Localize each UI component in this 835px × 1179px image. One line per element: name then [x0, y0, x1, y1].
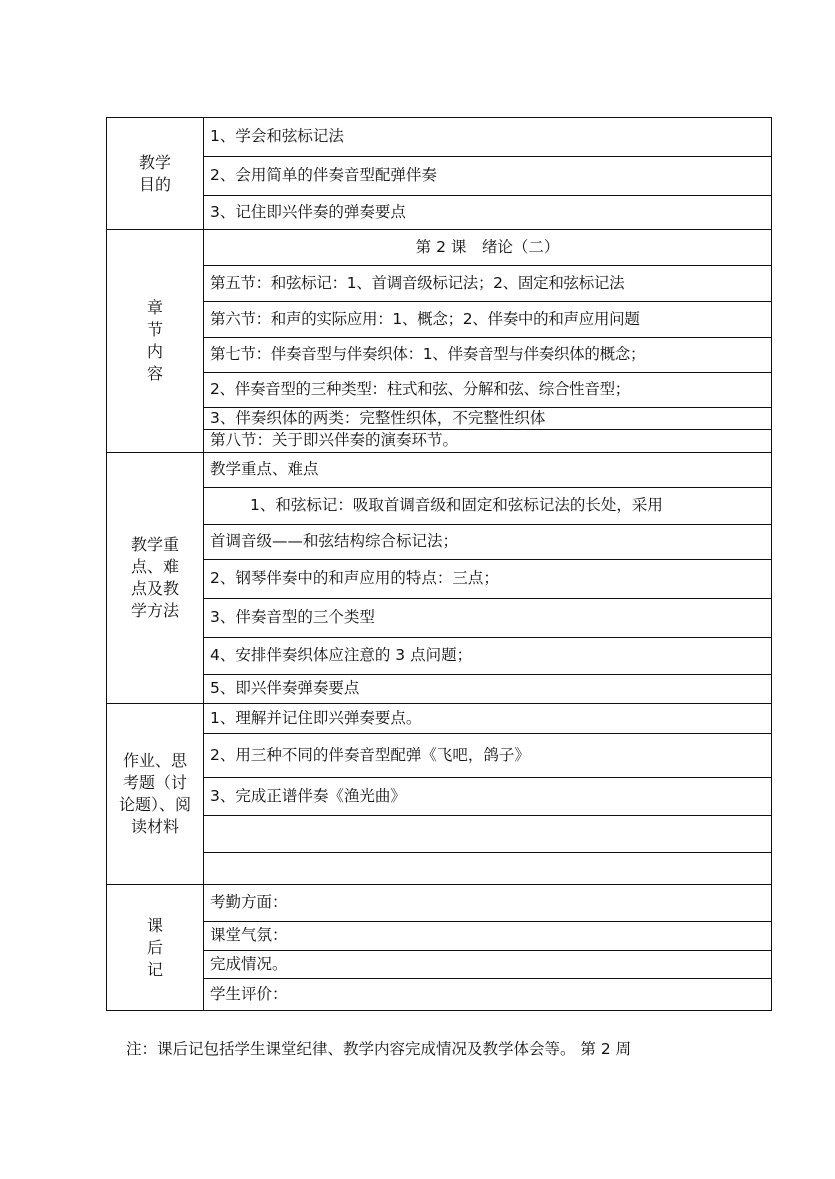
methods-row: [107, 453, 772, 488]
homework-row: [107, 853, 772, 885]
objectives-row: [107, 196, 772, 230]
content-item: 第八节：关于即兴伴奏的演奏环节。: [204, 430, 772, 453]
homework-item: [204, 853, 772, 885]
content-label: 章 节 内 容: [107, 230, 204, 453]
afterword-row: [107, 951, 772, 979]
afterword-item: 课堂气氛：: [204, 922, 772, 951]
content-item: 第七节：伴奏音型与伴奏织体：1、伴奏音型与伴奏织体的概念；: [204, 338, 772, 373]
content-row: [107, 408, 772, 430]
methods-row: [107, 560, 772, 599]
objective-item: 2、会用简单的伴奏音型配弹伴奏: [204, 157, 772, 196]
lesson-title: 第 2 课 绪论（二）: [204, 230, 772, 266]
homework-item: 2、用三种不同的伴奏音型配弹《飞吧，鸽子》: [204, 734, 772, 778]
objectives-row: [107, 118, 772, 157]
footer-note: 注：课后记包括学生课堂纪律、教学内容完成情况及教学体会等。 第 2 周: [126, 1040, 632, 1058]
methods-row: [107, 675, 772, 704]
methods-row: [107, 525, 772, 560]
methods-item: 1、和弦标记：吸取首调音级和固定和弦标记法的长处，采用: [204, 488, 772, 525]
homework-label: 作业、思 考题（讨 论题）、阅 读材料: [107, 704, 204, 885]
afterword-row: [107, 885, 772, 922]
afterword-row: [107, 922, 772, 951]
content-row: [107, 302, 772, 338]
homework-row: [107, 704, 772, 734]
homework-item: 3、完成正谱伴奏《渔光曲》: [204, 778, 772, 816]
afterword-label: 课 后 记: [107, 885, 204, 1011]
content-item: 3、伴奏织体的两类：完整性织体，不完整性织体: [204, 408, 772, 430]
methods-row: [107, 638, 772, 675]
objective-item: 1、学会和弦标记法: [204, 118, 772, 157]
methods-label: 教学重 点、难 点及教 学方法: [107, 453, 204, 704]
content-item: 2、伴奏音型的三种类型：柱式和弦、分解和弦、综合性音型；: [204, 373, 772, 408]
content-item: 第六节：和声的实际应用：1、概念；2、伴奏中的和声应用问题: [204, 302, 772, 338]
objectives-row: [107, 157, 772, 196]
afterword-row: [107, 979, 772, 1011]
methods-row: [107, 488, 772, 525]
homework-item: 1、理解并记住即兴弹奏要点。: [204, 704, 772, 734]
content-row: [107, 373, 772, 408]
methods-item: 2、钢琴伴奏中的和声应用的特点：三点；: [204, 560, 772, 599]
methods-item: 5、即兴伴奏弹奏要点: [204, 675, 772, 704]
content-row: [107, 266, 772, 302]
methods-row: [107, 599, 772, 638]
objectives-label: 教学 目的: [107, 118, 204, 230]
methods-item: 4、安排伴奏织体应注意的 3 点问题；: [204, 638, 772, 675]
methods-item: 3、伴奏音型的三个类型: [204, 599, 772, 638]
homework-item: [204, 816, 772, 853]
content-row: [107, 338, 772, 373]
homework-row: [107, 734, 772, 778]
homework-row: [107, 778, 772, 816]
afterword-item: 完成情况。: [204, 951, 772, 979]
afterword-item: 学生评价：: [204, 979, 772, 1011]
content-item: 第五节：和弦标记：1、首调音级标记法；2、固定和弦标记法: [204, 266, 772, 302]
methods-item: 首调音级——和弦结构综合标记法；: [204, 525, 772, 560]
content-row: [107, 430, 772, 453]
lesson-plan-table: [106, 117, 772, 1011]
objective-item: 3、记住即兴伴奏的弹奏要点: [204, 196, 772, 230]
homework-row: [107, 816, 772, 853]
afterword-item: 考勤方面：: [204, 885, 772, 922]
content-row: [107, 230, 772, 266]
methods-item: 教学重点、难点: [204, 453, 772, 488]
